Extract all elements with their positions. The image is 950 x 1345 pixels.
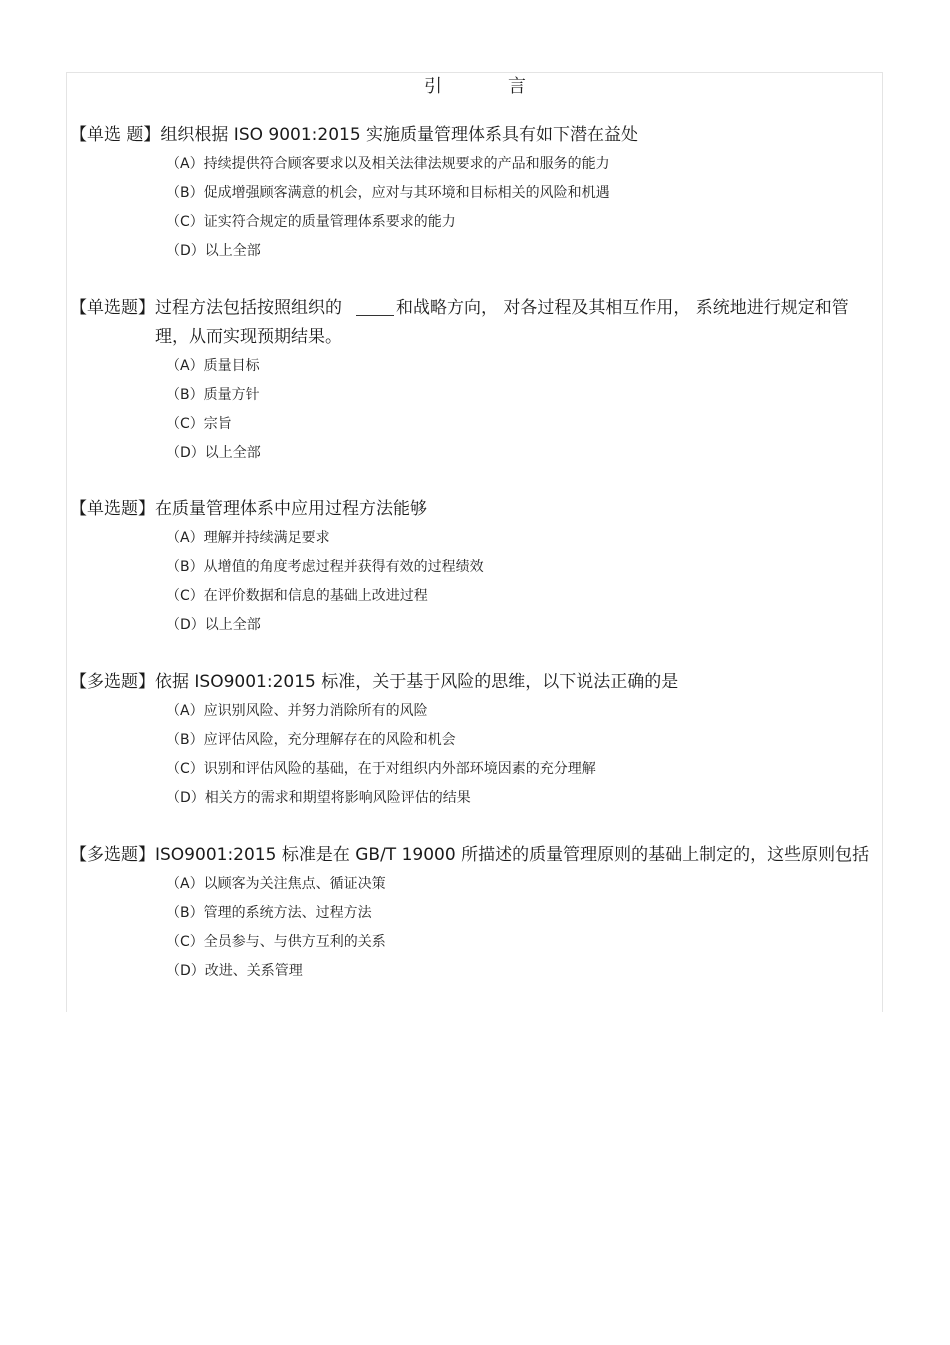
question-stem (70, 495, 878, 524)
option-d[interactable]: （D）以上全部 (166, 445, 261, 461)
option-list (70, 524, 878, 640)
question-2 (70, 294, 878, 468)
fill-in-blank (356, 297, 394, 316)
question-4 (70, 668, 878, 813)
option-b[interactable]: （B）质量方针 (166, 387, 260, 403)
option-c[interactable]: （C）全员参与、与供方互利的关系 (166, 934, 386, 950)
question-stem (70, 121, 878, 150)
question-stem (70, 841, 878, 870)
option-b[interactable]: （B）应评估风险，充分理解存在的风险和机会 (166, 732, 456, 748)
question-text: ISO9001:2015 标准是在 GB/T 19000 所描述的质量管理原则的基础上制定的，这些原则包括 (155, 845, 870, 865)
option-d[interactable]: （D）改进、关系管理 (166, 963, 303, 979)
option-a[interactable]: （A）以顾客为关注焦点、循证决策 (166, 876, 386, 892)
option-list (70, 352, 878, 468)
option-d[interactable]: （D）以上全部 (166, 617, 261, 633)
question-type-label: 【单选 题】 (70, 125, 161, 145)
option-b[interactable]: （B）管理的系统方法、过程方法 (166, 905, 372, 921)
option-a[interactable]: （A）理解并持续满足要求 (166, 530, 330, 546)
question-text-after-blank: 和战略方向， 对各过程及其相互作用， 系统地进行规定和管理，从而实现预期结果。 (155, 298, 849, 347)
option-d[interactable]: （D）相关方的需求和期望将影响风险评估的结果 (166, 790, 471, 806)
question-3 (70, 495, 878, 640)
question-type-label: 【多选题】 (70, 672, 155, 692)
question-type-label: 【多选题】 (70, 845, 155, 865)
option-c[interactable]: （C）宗旨 (166, 416, 232, 432)
option-c[interactable]: （C）识别和评估风险的基础，在于对组织内外部环境因素的充分理解 (166, 761, 596, 777)
option-a[interactable]: （A）应识别风险、并努力消除所有的风险 (166, 703, 428, 719)
question-text-before-blank: 过程方法包括按照组织的 (155, 298, 342, 318)
option-list (70, 150, 878, 266)
option-list (70, 697, 878, 813)
section-title: 引 言 (424, 76, 550, 97)
option-c[interactable]: （C）在评价数据和信息的基础上改进过程 (166, 588, 428, 604)
question-text: 在质量管理体系中应用过程方法能够 (155, 499, 427, 519)
option-b[interactable]: （B）从增值的角度考虑过程并获得有效的过程绩效 (166, 559, 484, 575)
question-1 (70, 121, 878, 266)
option-c[interactable]: （C）证实符合规定的质量管理体系要求的能力 (166, 214, 456, 230)
option-d[interactable]: （D）以上全部 (166, 243, 261, 259)
option-b[interactable]: （B）促成增强顾客满意的机会，应对与其环境和目标相关的风险和机遇 (166, 185, 610, 201)
option-a[interactable]: （A）持续提供符合顾客要求以及相关法律法规要求的产品和服务的能力 (166, 156, 610, 172)
question-text: 依据 ISO9001:2015 标准，关于基于风险的思维，以下说法正确的是 (155, 672, 679, 692)
question-5 (70, 841, 878, 986)
question-text: 组织根据 ISO 9001:2015 实施质量管理体系具有如下潜在益处 (160, 125, 639, 145)
question-text (155, 294, 878, 352)
question-type-label: 【单选题】 (70, 298, 155, 318)
question-stem (70, 668, 878, 697)
option-list (70, 870, 878, 986)
option-a[interactable]: （A）质量目标 (166, 358, 260, 374)
question-stem (70, 294, 878, 352)
question-type-label: 【单选题】 (70, 499, 155, 519)
